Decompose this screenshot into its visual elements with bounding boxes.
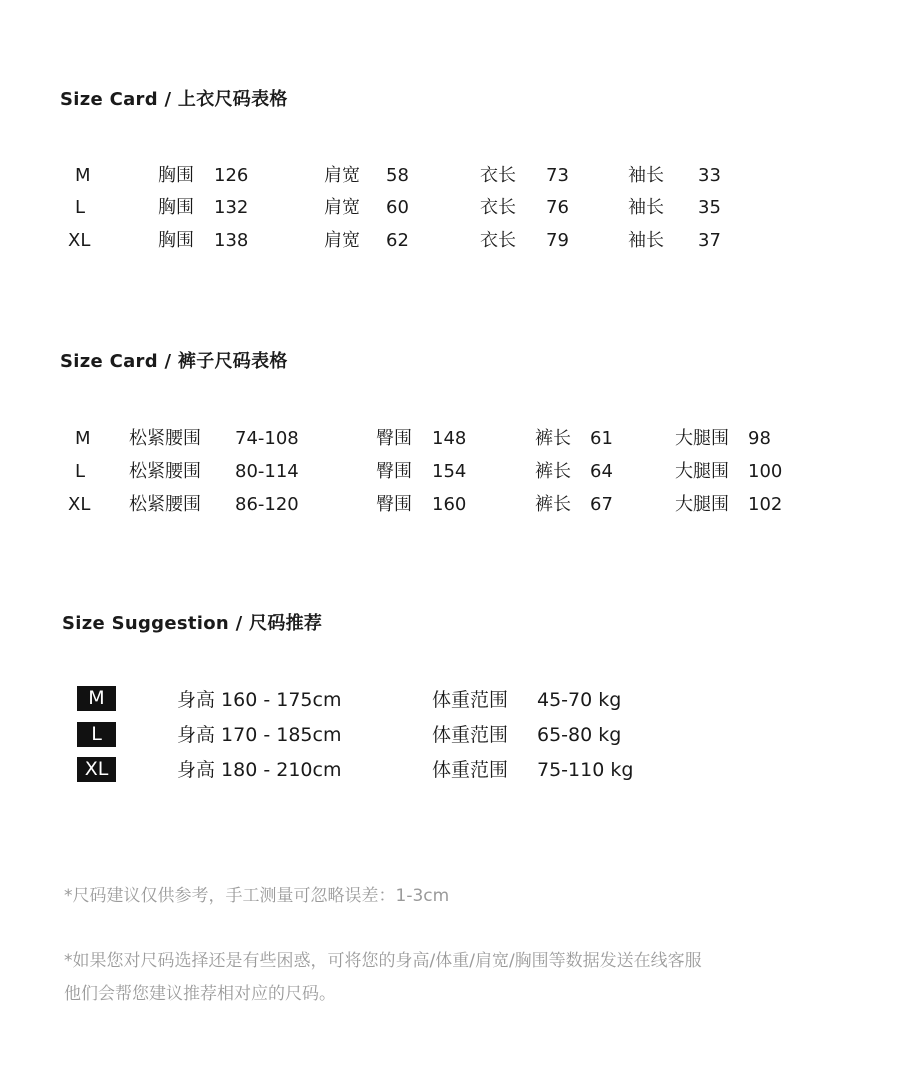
pants-length-value: 64 — [590, 461, 613, 482]
waist-label: 松紧腰围 — [129, 494, 201, 515]
tops-section-title: Size Card / 上衣尺码表格 — [60, 89, 288, 110]
weight-label: 体重范围 — [432, 724, 509, 746]
waist-label: 松紧腰围 — [129, 461, 201, 482]
height-range: 身高 170 - 185cm — [177, 724, 342, 746]
chest-label: 胸围 — [158, 197, 194, 218]
length-value: 79 — [546, 230, 569, 251]
waist-value: 86-120 — [235, 494, 299, 515]
size-badge: M — [77, 686, 116, 711]
tolerance-note: *尺码建议仅供参考，手工测量可忽略误差：1-3cm — [64, 886, 450, 906]
height-range: 身高 160 - 175cm — [177, 689, 342, 711]
size-label: L — [75, 197, 86, 218]
sleeve-value: 35 — [698, 197, 721, 218]
contact-note-line-2: 他们会帮您建议推荐相对应的尺码。 — [64, 984, 336, 1004]
hip-value: 148 — [432, 428, 467, 449]
shoulder-value: 58 — [386, 165, 409, 186]
size-label: XL — [68, 230, 91, 251]
pants-length-value: 61 — [590, 428, 613, 449]
waist-value: 80-114 — [235, 461, 299, 482]
sleeve-value: 33 — [698, 165, 721, 186]
weight-value: 75-110 kg — [537, 759, 634, 781]
shoulder-value: 60 — [386, 197, 409, 218]
chest-value: 132 — [214, 197, 249, 218]
pants-length-label: 裤长 — [535, 461, 571, 482]
size-label: M — [75, 428, 91, 449]
length-value: 73 — [546, 165, 569, 186]
pants-section-title: Size Card / 裤子尺码表格 — [60, 351, 288, 372]
sleeve-label: 袖长 — [628, 230, 664, 251]
weight-value: 65-80 kg — [537, 724, 622, 746]
size-label: M — [75, 165, 91, 186]
contact-note-line-1: *如果您对尺码选择还是有些困惑，可将您的身高/体重/肩宽/胸围等数据发送在线客服 — [64, 951, 702, 971]
thigh-label: 大腿围 — [675, 428, 729, 449]
sleeve-label: 袖长 — [628, 165, 664, 186]
chest-value: 138 — [214, 230, 249, 251]
thigh-label: 大腿围 — [675, 494, 729, 515]
sleeve-value: 37 — [698, 230, 721, 251]
shoulder-value: 62 — [386, 230, 409, 251]
chest-label: 胸围 — [158, 165, 194, 186]
waist-label: 松紧腰围 — [129, 428, 201, 449]
hip-value: 160 — [432, 494, 467, 515]
pants-length-label: 裤长 — [535, 494, 571, 515]
hip-label: 臀围 — [376, 494, 412, 515]
chest-label: 胸围 — [158, 230, 194, 251]
hip-label: 臀围 — [376, 461, 412, 482]
length-label: 衣长 — [480, 230, 516, 251]
pants-length-value: 67 — [590, 494, 613, 515]
hip-label: 臀围 — [376, 428, 412, 449]
weight-label: 体重范围 — [432, 759, 509, 781]
sleeve-label: 袖长 — [628, 197, 664, 218]
size-label: L — [75, 461, 86, 482]
hip-value: 154 — [432, 461, 467, 482]
shoulder-label: 肩宽 — [324, 197, 360, 218]
shoulder-label: 肩宽 — [324, 165, 360, 186]
size-label: XL — [68, 494, 91, 515]
suggestion-section-title: Size Suggestion / 尺码推荐 — [62, 613, 323, 634]
thigh-value: 102 — [748, 494, 783, 515]
length-label: 衣长 — [480, 197, 516, 218]
size-badge: L — [77, 722, 116, 747]
weight-value: 45-70 kg — [537, 689, 622, 711]
chest-value: 126 — [214, 165, 249, 186]
thigh-label: 大腿围 — [675, 461, 729, 482]
weight-label: 体重范围 — [432, 689, 509, 711]
waist-value: 74-108 — [235, 428, 299, 449]
pants-length-label: 裤长 — [535, 428, 571, 449]
height-range: 身高 180 - 210cm — [177, 759, 342, 781]
length-value: 76 — [546, 197, 569, 218]
size-badge: XL — [77, 757, 116, 782]
thigh-value: 100 — [748, 461, 783, 482]
length-label: 衣长 — [480, 165, 516, 186]
thigh-value: 98 — [748, 428, 771, 449]
shoulder-label: 肩宽 — [324, 230, 360, 251]
